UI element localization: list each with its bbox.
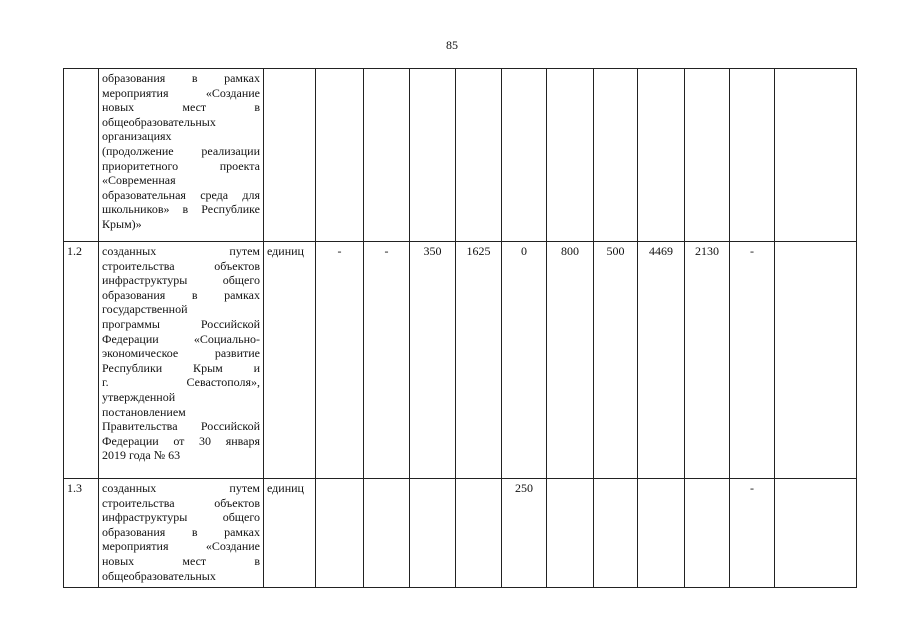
- description-line: созданных путем: [102, 481, 260, 495]
- value-cell: [502, 69, 547, 242]
- value-cell: -: [316, 242, 364, 479]
- value-cell: [364, 69, 410, 242]
- description-line: инфраструктуры общего: [102, 510, 260, 525]
- description-line: общеобразовательных: [102, 568, 216, 583]
- value-cell: [775, 242, 857, 479]
- value-cell: 350: [410, 242, 456, 479]
- value-cell: [316, 69, 364, 242]
- description-line: приоритетного проекта: [102, 158, 260, 173]
- description-line: строительства объектов: [102, 495, 260, 510]
- description-line: мероприятия «Создание: [102, 85, 260, 100]
- value-cell: 0: [502, 242, 547, 479]
- description-cell: [99, 479, 264, 588]
- description-line: Правительства Российской: [102, 419, 260, 434]
- value-cell: [775, 69, 857, 242]
- description-line: новых мест в: [102, 100, 260, 115]
- description-line: «Современная: [102, 173, 176, 188]
- description-line: образования в рамках: [102, 71, 260, 85]
- value-cell: [547, 69, 594, 242]
- row-number-cell: [64, 69, 99, 242]
- value-cell: 250: [502, 479, 547, 588]
- value-cell: [364, 479, 410, 588]
- description-line: 2019 года № 63: [102, 448, 181, 463]
- value-cell: -: [730, 242, 775, 479]
- description-line: г. Севастополя»,: [102, 375, 260, 390]
- description-cell: [99, 242, 264, 479]
- value-cell: [685, 479, 730, 588]
- value-cell: [594, 479, 638, 588]
- unit-cell: единиц: [264, 479, 316, 588]
- value-cell: [410, 479, 456, 588]
- description-line: программы Российской: [102, 316, 260, 331]
- value-cell: 500: [594, 242, 638, 479]
- description-line: государственной: [102, 302, 188, 317]
- description-line: инфраструктуры общего: [102, 273, 260, 288]
- description-line: Федерации от 30 января: [102, 433, 260, 448]
- row-number-cell: 1.3: [64, 479, 99, 588]
- value-cell: [547, 479, 594, 588]
- description-line: образования в рамках: [102, 524, 260, 539]
- page-number: 85: [446, 38, 458, 52]
- row-number-cell: 1.2: [64, 242, 99, 479]
- value-cell: [316, 479, 364, 588]
- unit-cell: единиц: [264, 242, 316, 479]
- table-body: [64, 69, 857, 588]
- description-line: Республики Крым и: [102, 360, 260, 375]
- value-cell: [456, 69, 502, 242]
- value-cell: [775, 479, 857, 588]
- indicator-table: [63, 68, 857, 588]
- description-line: образования в рамках: [102, 287, 260, 302]
- description-line: школьников» в Республике: [102, 202, 260, 217]
- description-line: образовательная среда для: [102, 187, 260, 202]
- description-line: мероприятия «Создание: [102, 539, 260, 554]
- value-cell: [594, 69, 638, 242]
- table-row: [64, 242, 857, 479]
- description-line: утвержденной: [102, 389, 176, 404]
- table-row: [64, 69, 857, 242]
- description-line: Федерации «Социально-: [102, 331, 260, 346]
- value-cell: [638, 479, 685, 588]
- value-cell: 800: [547, 242, 594, 479]
- description-line: строительства объектов: [102, 258, 260, 273]
- description-line: организациях: [102, 129, 172, 144]
- description-line: постановлением: [102, 404, 186, 419]
- description-line: (продолжение реализации: [102, 143, 260, 158]
- value-cell: [638, 69, 685, 242]
- value-cell: -: [364, 242, 410, 479]
- description-line: созданных путем: [102, 244, 260, 258]
- description-line: новых мест в: [102, 553, 260, 568]
- description-cell: [99, 69, 264, 242]
- value-cell: 1625: [456, 242, 502, 479]
- description-line: общеобразовательных: [102, 114, 216, 129]
- value-cell: [410, 69, 456, 242]
- description-line: Крым)»: [102, 216, 142, 231]
- value-cell: [456, 479, 502, 588]
- unit-cell: [264, 69, 316, 242]
- value-cell: [685, 69, 730, 242]
- value-cell: -: [730, 479, 775, 588]
- table-row: [64, 479, 857, 588]
- value-cell: 2130: [685, 242, 730, 479]
- value-cell: [730, 69, 775, 242]
- description-line: экономическое развитие: [102, 346, 260, 361]
- value-cell: 4469: [638, 242, 685, 479]
